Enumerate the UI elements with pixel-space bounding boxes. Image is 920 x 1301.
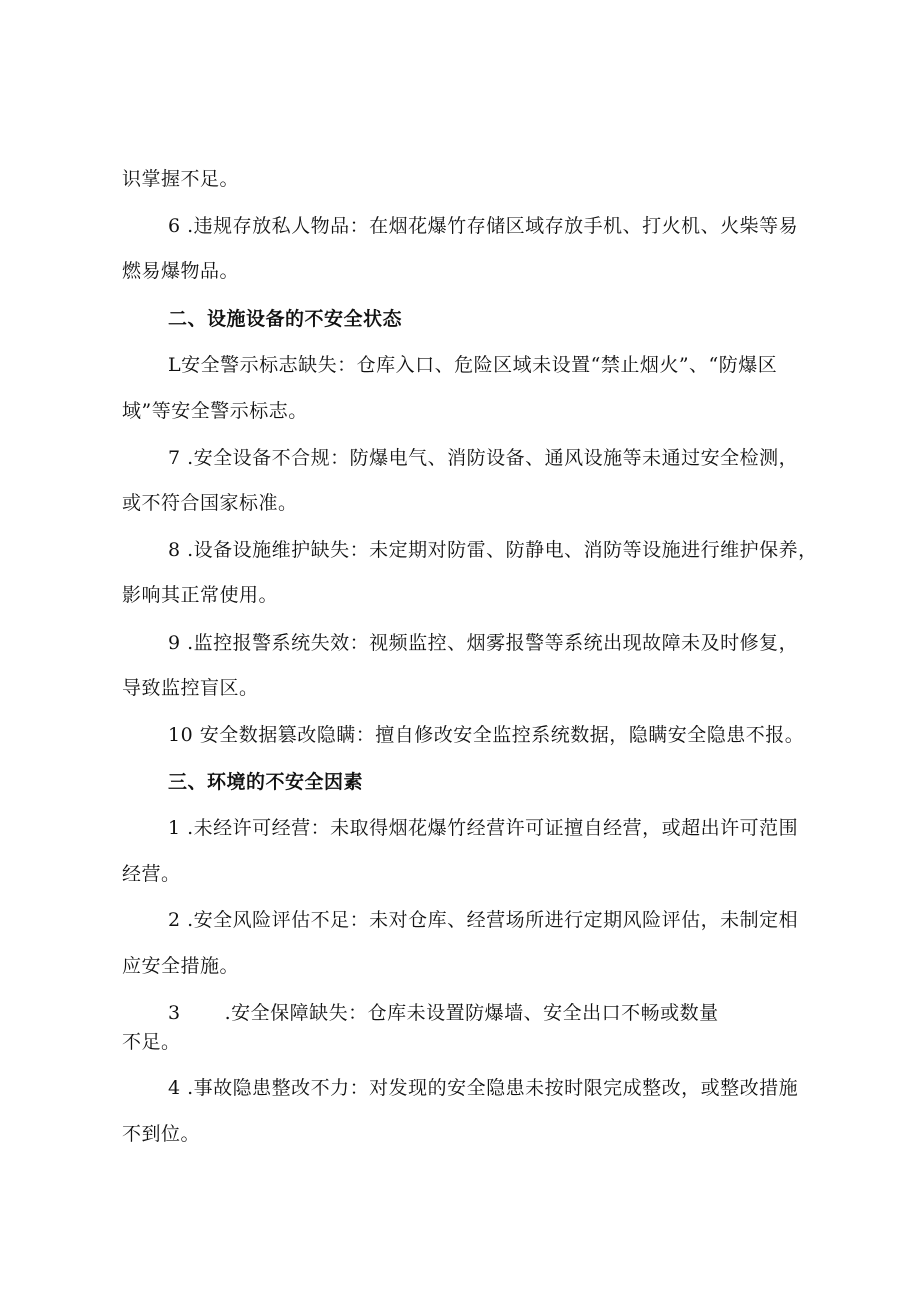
- paragraph-line: [168, 1001, 719, 1025]
- paragraph-line: 4 .事故隐患整改不力：对发现的安全隐患未按时限完成整改，或整改措施: [168, 1077, 799, 1099]
- paragraph-line: 6 .违规存放私人物品：在烟花爆竹存储区域存放手机、打火机、火柴等易: [168, 215, 799, 237]
- paragraph-line: 8 .设备设施维护缺失：未定期对防雷、防静电、消防等设施进行维护保养，: [168, 539, 818, 561]
- paragraph-line: 域”等安全警示标志。: [122, 400, 308, 422]
- paragraph-line: L安全警示标志缺失：仓库入口、危险区域未设置“禁止烟火”、“防爆区: [168, 354, 778, 376]
- paragraph-line: 不足。: [122, 1031, 181, 1053]
- paragraph-line: 导致监控盲区。: [122, 677, 259, 699]
- paragraph-line: 1 .未经许可经营：未取得烟花爆竹经营许可证擅自经营，或超出许可范围: [168, 817, 799, 839]
- paragraph-line: 或不符合国家标准。: [122, 492, 298, 514]
- paragraph-line: 燃易爆物品。: [122, 260, 240, 282]
- paragraph-line: 识掌握不足。: [122, 168, 240, 190]
- section-heading: 三、环境的不安全因素: [168, 771, 364, 793]
- paragraph-line: 7 .安全设备不合规：防爆电气、消防设备、通风设施等未通过安全检测，: [168, 447, 799, 469]
- item-text: .安全保障缺失：仓库未设置防爆墙、安全出口不畅或数量: [224, 1002, 719, 1024]
- paragraph-line: 影响其正常使用。: [122, 584, 279, 606]
- paragraph-line: 10 安全数据篡改隐瞒：擅自修改安全监控系统数据，隐瞒安全隐患不报。: [168, 724, 805, 746]
- paragraph-line: 应安全措施。: [122, 955, 240, 977]
- paragraph-line: 不到位。: [122, 1123, 201, 1145]
- paragraph-line: 9 .监控报警系统失效：视频监控、烟雾报警等系统出现故障未及时修复，: [168, 632, 799, 654]
- paragraph-line: 2 .安全风险评估不足：未对仓库、经营场所进行定期风险评估，未制定相: [168, 909, 799, 931]
- section-heading: 二、设施设备的不安全状态: [168, 308, 403, 330]
- item-number: 3: [168, 1002, 181, 1024]
- paragraph-line: 经营。: [122, 863, 181, 885]
